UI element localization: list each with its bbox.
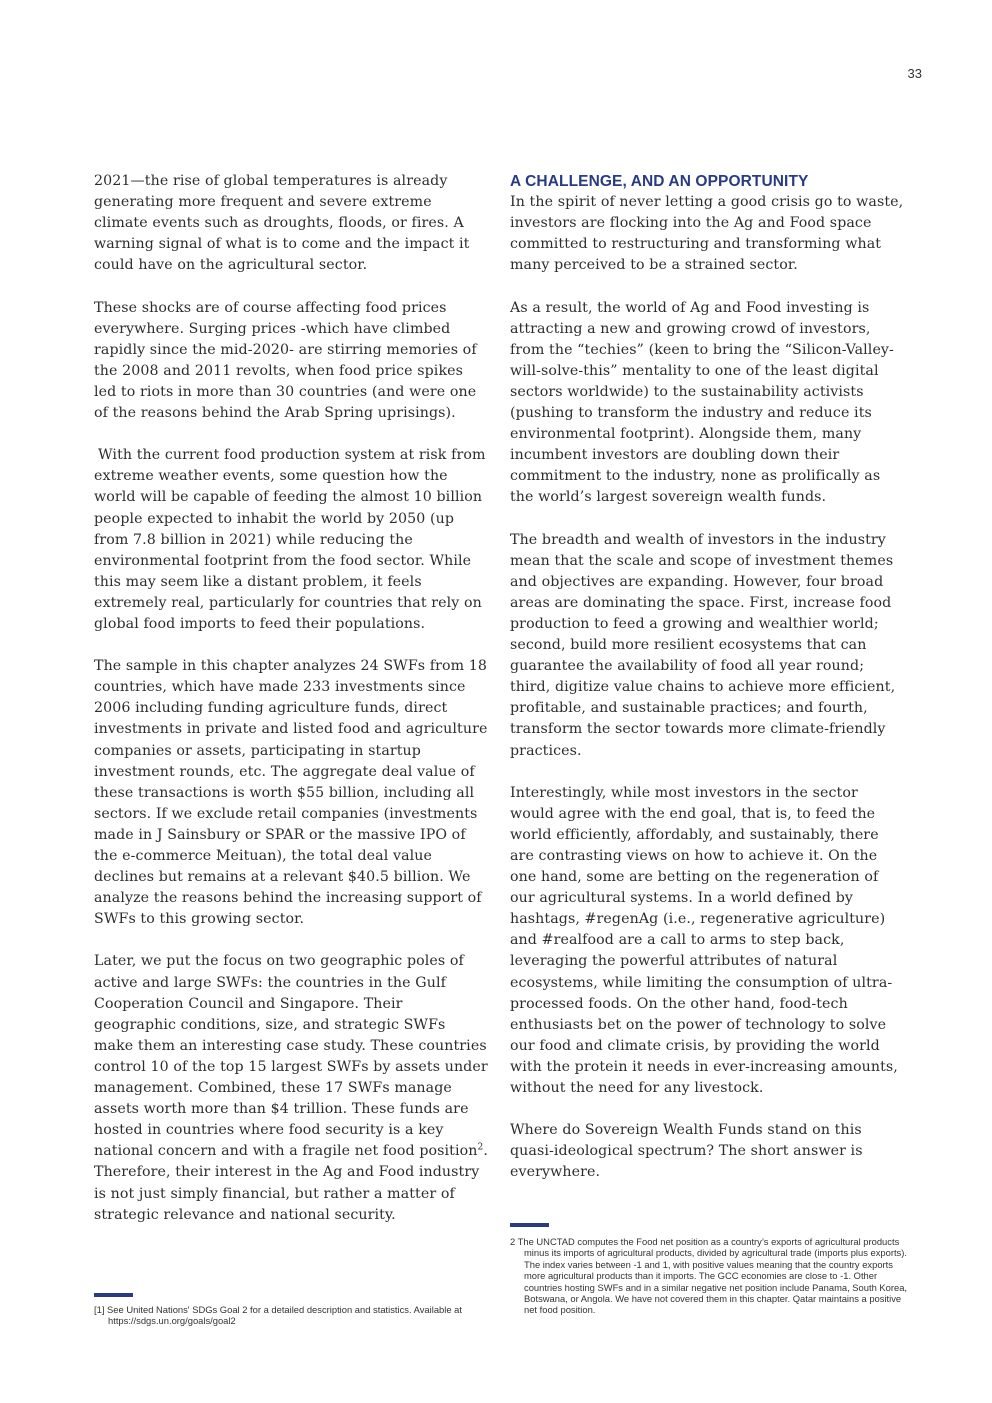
left-column xyxy=(94,171,488,1247)
body-paragraph: These shocks are of course affecting food prices everywhere. Surging prices -which have climbed rapidly since the mid-2020- are stirring memories of the 2008 and 2011 revolts, when food price spikes led to riots in more than 30 countries (and were one of the reasons behind the Arab Spring uprisings). xyxy=(94,299,477,422)
body-paragraph: The breadth and wealth of investors in the industry mean that the scale and scope of investment themes and objectives are expanding. However, four broad areas are dominating the space. First, increase food production to feed a growing and wealthier world; second, build more resilient ecosystems that can guarantee the availability of food all year round; third, digitize value chains to achieve more efficient, profitable, and sustainable practices; and fourth, transform the sector towards more climate-friendly practices. xyxy=(510,531,896,759)
body-paragraph: Where do Sovereign Wealth Funds stand on this quasi-ideological spectrum? The short answer is everywhere. xyxy=(510,1122,863,1181)
section-heading: A CHALLENGE, AND AN OPPORTUNITY xyxy=(510,173,809,190)
body-paragraph: As a result, the world of Ag and Food investing is attracting a new and growing crowd of investors, from the “techies” (keen to bring the “Silicon-Valley-will-solve-this” mentality to one of the least digital sectors worldwide) to the sustainability activists (pushing to transform the industry and reduce its environmental footprint). Alongside them, many incumbent investors are doubling down their commitment to the industry, none as prolifically as the world’s largest sovereign wealth funds. xyxy=(510,299,894,506)
body-paragraph: In the spirit of never letting a good crisis go to waste, investors are flocking into the Ag and Food space committed to restructuring and transforming what many perceived to be a strained sector. xyxy=(510,194,904,274)
body-paragraph: With the current food production system at risk from extreme weather events, some question how the world will be capable of feeding the almost 10 billion people expected to inhabit the world by 2050 (up from 7.8 billion in 2021) while reducing the environmental footprint from the food sector. While this may seem like a distant problem, it feels extremely real, particularly for countries that rely on global food imports to feed their populations. xyxy=(94,447,486,632)
page-number: 33 xyxy=(907,66,922,81)
footnote-1: [1] See United Nations' SDGs Goal 2 for a detailed description and statistics. Available at https://sdgs.un.org/goals/goal2 xyxy=(94,1304,462,1327)
footnote-divider xyxy=(94,1293,133,1297)
right-column xyxy=(510,171,904,1205)
body-paragraph: 2021—the rise of global temperatures is already generating more frequent and severe extreme climate events such as droughts, floods, or fires. A warning signal of what is to come and the impact it could have on the agricultural sector. xyxy=(94,173,470,274)
paragraph-tail: . Therefore, their interest in the Ag and Food industry is not just simply financial, but rather a matter of strategic relevance and national security. xyxy=(94,1143,488,1223)
footnote-2: 2 The UNCTAD computes the Food net position as a country’s exports of agricultural products minus its imports of agricultural products, divided by agricultural trade (imports plus exports). The index varies between -1 and 1, with positive values meaning that the country exports more agricultural products than it imports. The GCC economies are close to -1. Other countries hosting SWFs and in a similar negative net position include Panama, South Korea, Botswana, or Angola. We have not covered them in this chapter. Qatar maintains a positive net food position. xyxy=(510,1236,908,1316)
footnote-divider xyxy=(510,1223,549,1227)
body-paragraph-with-footnote xyxy=(94,951,488,1225)
body-paragraph: Interestingly, while most investors in the sector would agree with the end goal, that is, to feed the world efficiently, affordably, and sustainably, there are contrasting views on how to achieve it. On the one hand, some are betting on the regeneration of our agricultural systems. In a world defined by hashtags, #regenAg (i.e., regenerative agriculture) and #realfood are a call to arms to step back, leveraging the powerful attributes of natural ecosystems, while limiting the consumption of ultra-processed foods. On the other hand, food-tech enthusiasts bet on the power of technology to solve our food and climate crisis, by providing the world with the protein it needs in ever-increasing amounts, without the need for any livestock. xyxy=(510,784,898,1097)
footnote-marker[interactable]: 2 xyxy=(477,1142,484,1153)
body-paragraph: The sample in this chapter analyzes 24 SWFs from 18 countries, which have made 233 investments since 2006 including funding agriculture funds, direct investments in private and listed food and agriculture companies or assets, participating in startup investment rounds, etc. The aggregate deal value of these transactions is worth $55 billion, including all sectors. If we exclude retail companies (investments made in J Sainsbury or SPAR or the massive IPO of the e-commerce Meituan), the total deal value declines but remains at a relevant $40.5 billion. We analyze the reasons behind the increasing support of SWFs to this growing sector. xyxy=(94,658,488,928)
paragraph-text: Later, we put the focus on two geographic poles of active and large SWFs: the countries in the Gulf Cooperation Council and Singapore. Their geographic conditions, size, and strategic SWFs make them an interesting case study. These countries control 10 of the top 15 largest SWFs by assets under management. Combined, these 17 SWFs manage assets worth more than $4 trillion. These funds are hosted in countries where food security is a key national concern and with a fragile net food position xyxy=(94,953,488,1160)
